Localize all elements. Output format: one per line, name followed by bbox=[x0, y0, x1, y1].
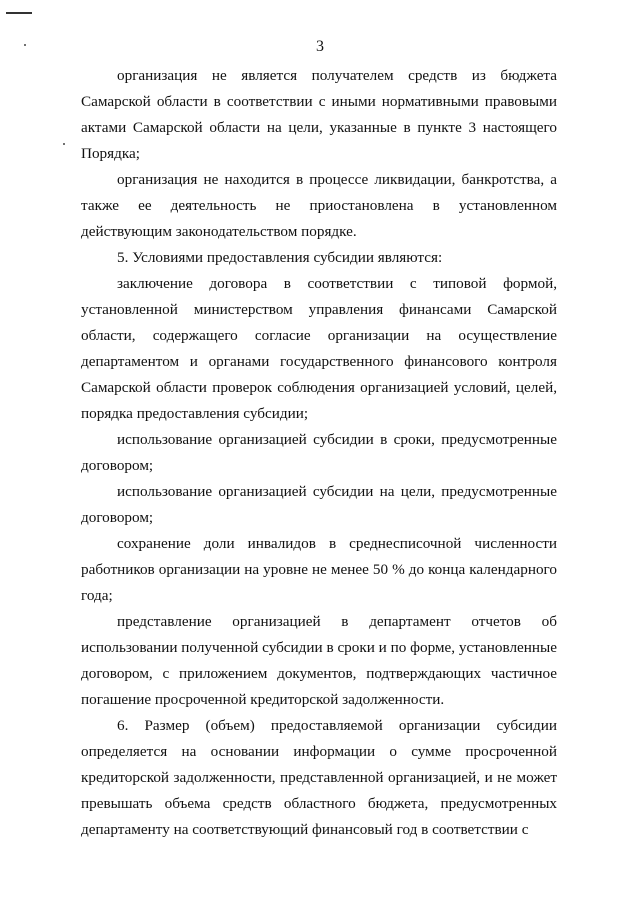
paragraph: 6. Размер (объем) предоставляемой организации субсидии определяется на основании информации о сумме просроченной кредиторской задолженности, представленной организацией, и не может превышать объема средств областного бюджета, предусмотренных департаменту на соответствующий финансовый год в соответствии с bbox=[81, 717, 557, 838]
paragraph: представление организацией в департамент отчетов об использовании полученной субсидии в сроки и по форме, установленные договором, с приложением документов, подтверждающих частичное погашение просроченной кредиторской задолженности. bbox=[81, 613, 557, 708]
body-text bbox=[81, 63, 557, 843]
paragraph: использование организацией субсидии на цели, предусмотренные договором; bbox=[81, 483, 557, 526]
paragraph: заключение договора в соответствии с типовой формой, установленной министерством управления финансами Самарской области, содержащего согласие организации на осуществление департаментом и органами государственного финансового контроля Самарской области проверок соблюдения организацией условий, целей, порядка предоставления субсидии; bbox=[81, 275, 557, 422]
scan-corner-mark bbox=[6, 12, 32, 14]
paragraph: организация не является получателем средств из бюджета Самарской области в соответствии с иными нормативными правовыми актами Самарской области на цели, указанные в пункте 3 настоящего Порядка; bbox=[81, 67, 557, 162]
paragraph: использование организацией субсидии в сроки, предусмотренные договором; bbox=[81, 431, 557, 474]
page-number: 3 bbox=[316, 38, 324, 55]
scan-speck bbox=[63, 143, 65, 145]
paragraph: организация не находится в процессе ликвидации, банкротства, а также ее деятельность не приостановлена в установленном действующим законодательством порядке. bbox=[81, 171, 557, 240]
paragraph: 5. Условиями предоставления субсидии являются: bbox=[117, 249, 443, 266]
paragraph: сохранение доли инвалидов в среднесписочной численности работников организации на уровне не менее 50 % до конца календарного года; bbox=[81, 535, 557, 604]
